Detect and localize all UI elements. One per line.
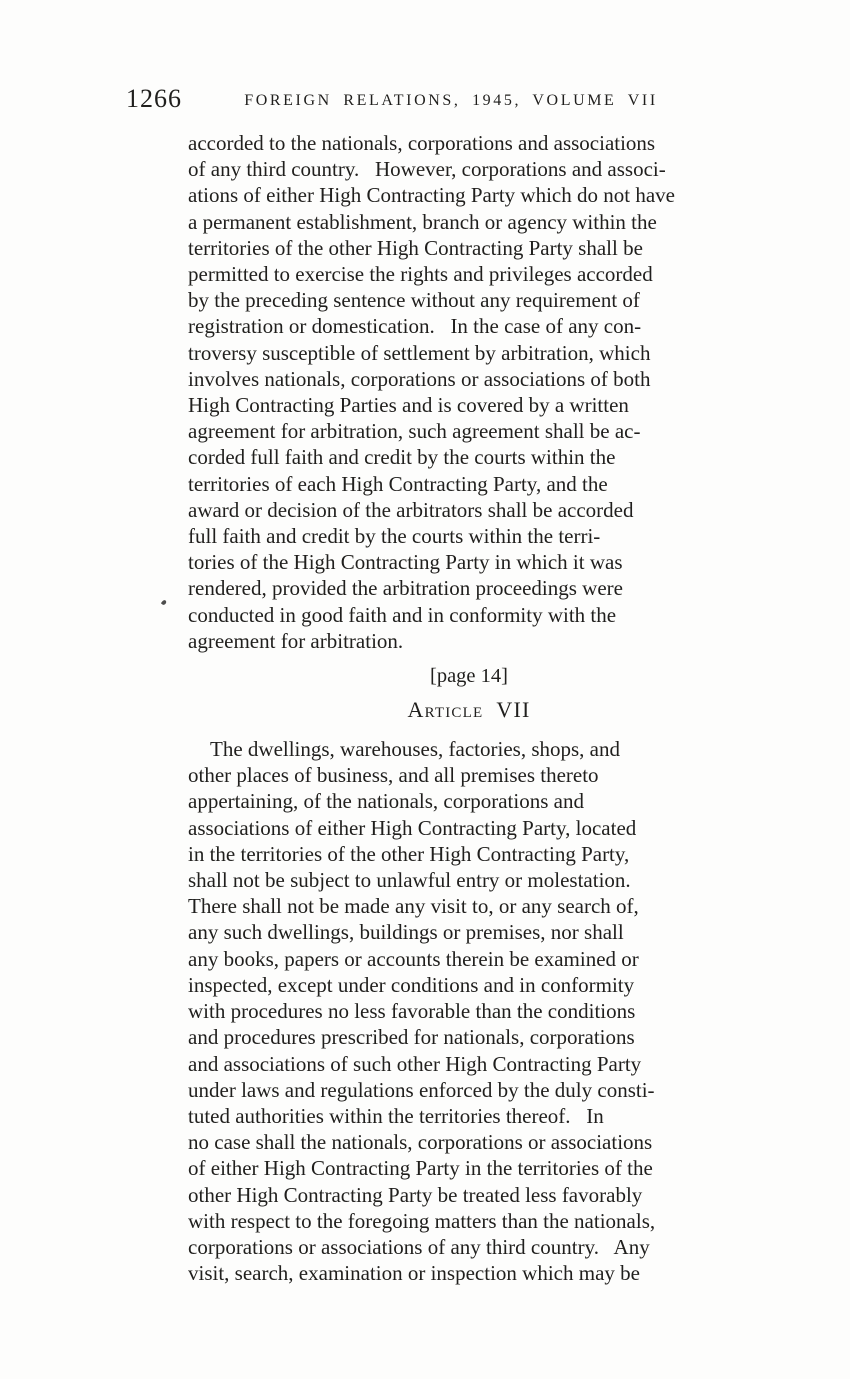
text-line: associations of either High Contracting Party, located: [188, 815, 637, 840]
text-line: corporations or associations of any third country. Any: [188, 1234, 650, 1259]
text-line: and procedures prescribed for nationals, corporations: [188, 1025, 635, 1050]
text-line: territories of the other High Contracting Party shall be: [188, 235, 643, 260]
text-line: and associations of such other High Contracting Party: [188, 1051, 642, 1076]
text-line: other High Contracting Party be treated less favorably: [188, 1182, 643, 1207]
text-line: accorded to the nationals, corporations and associations: [188, 131, 656, 155]
text-line: agreement for arbitration, such agreement shall be ac-: [188, 419, 641, 444]
text-line: under laws and regulations enforced by the duly consti-: [188, 1077, 655, 1102]
margin-ink-speck: [161, 599, 167, 605]
text-line: by the preceding sentence without any requirement of: [188, 288, 640, 313]
text-line: appertaining, of the nationals, corporations and: [188, 789, 584, 814]
text-line: in the territories of the other High Contracting Party,: [188, 841, 630, 866]
text-line: territories of each High Contracting Party, and the: [188, 471, 608, 496]
text-line: visit, search, examination or inspection which may be: [188, 1261, 640, 1286]
running-header-wrap: [0, 92, 850, 110]
text-line: tories of the High Contracting Party in which it was: [188, 550, 623, 575]
text-line: tuted authorities within the territories thereof. In: [188, 1103, 604, 1128]
text-column: [188, 130, 750, 1286]
page-marker: [page 14]: [430, 665, 508, 688]
paragraph-arbitration: [188, 130, 750, 654]
page-number: 1266: [126, 84, 182, 113]
article-heading: Article VII: [407, 697, 531, 723]
text-line: with respect to the foregoing matters than the nationals,: [188, 1208, 656, 1233]
text-line: shall not be subject to unlawful entry or molestation.: [188, 868, 631, 893]
text-line: with procedures no less favorable than the conditions: [188, 999, 636, 1024]
text-line: of either High Contracting Party in the territories of the: [188, 1156, 653, 1181]
text-line: award or decision of the arbitrators shall be accorded: [188, 497, 634, 522]
text-line: agreement for arbitration.: [188, 628, 404, 653]
text-line: registration or domestication. In the case of any con-: [188, 314, 642, 339]
text-line: any books, papers or accounts therein be examined or: [188, 946, 639, 971]
text-line: ations of either High Contracting Party which do not have: [188, 183, 675, 208]
text-line: no case shall the nationals, corporations or associations: [188, 1130, 653, 1155]
text-line: troversy susceptible of settlement by arbitration, which: [188, 340, 651, 365]
text-line: conducted in good faith and in conformity with the: [188, 602, 617, 627]
text-line: any such dwellings, buildings or premises, nor shall: [188, 920, 624, 945]
running-header: FOREIGN RELATIONS, 1945, VOLUME VII: [244, 92, 658, 109]
text-line: permitted to exercise the rights and privileges accorded: [188, 262, 653, 287]
text-line: a permanent establishment, branch or agency within the: [188, 209, 657, 234]
text-line: full faith and credit by the courts within the terri-: [188, 524, 601, 549]
paragraph-article-vii: [188, 736, 750, 1286]
text-line: other places of business, and all premises thereto: [188, 763, 599, 788]
text-line: rendered, provided the arbitration proceedings were: [188, 576, 623, 601]
text-line: The dwellings, warehouses, factories, shops, and: [210, 737, 620, 762]
text-line: of any third country. However, corporations and associ-: [188, 157, 666, 182]
text-line: High Contracting Parties and is covered by a written: [188, 393, 629, 418]
text-line: corded full faith and credit by the courts within the: [188, 445, 616, 470]
text-line: involves nationals, corporations or associations of both: [188, 366, 651, 391]
text-line: There shall not be made any visit to, or any search of,: [188, 894, 639, 919]
text-line: inspected, except under conditions and in conformity: [188, 972, 635, 997]
